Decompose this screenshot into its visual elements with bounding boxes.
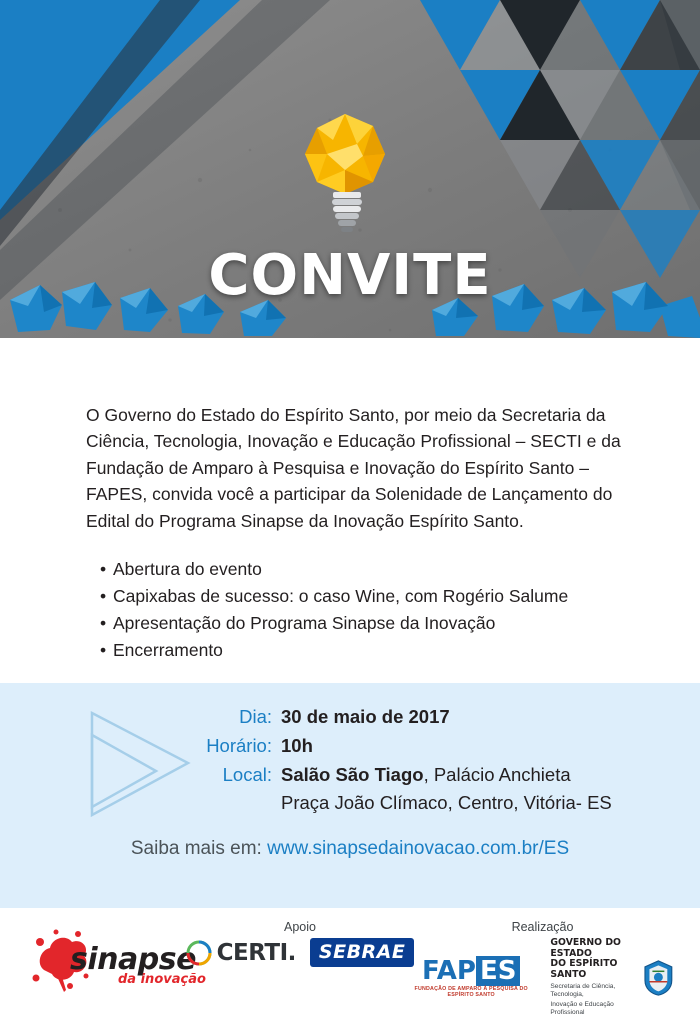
footer-logos [0, 908, 700, 1019]
detail-value-place: Salão São Tiago, Palácio Anchieta [281, 764, 571, 785]
page-title: CONVITE [208, 243, 492, 308]
certi-wordmark: CERTI. [216, 939, 296, 966]
realizacao-title: Realização [511, 920, 574, 934]
certi-mark-icon [186, 940, 212, 966]
website-url[interactable]: www.sinapsedainovacao.com.br/ES [267, 838, 570, 859]
apoio-title: Apoio [284, 920, 316, 934]
sinapse-tagline: da inovação [118, 972, 206, 987]
lightbulb-icon [287, 110, 407, 235]
agenda-item-label: Apresentação do Programa Sinapse da Inovação [113, 613, 496, 633]
fapes-logo [410, 955, 532, 998]
governo-line1: GOVERNO DO ESTADO [550, 937, 621, 959]
hero-banner [0, 0, 700, 338]
website-label: Saiba mais em: [130, 838, 262, 859]
content-section [0, 338, 700, 683]
agenda-list [100, 556, 645, 664]
certi-logo [186, 940, 296, 966]
sinapse-wordmark: sinapse [70, 942, 196, 977]
event-details [200, 706, 612, 814]
detail-label-place: Local: [222, 764, 272, 785]
realizacao-group [410, 920, 675, 1018]
fapes-es: ES [476, 956, 521, 986]
fapes-subtitle: FUNDAÇÃO DE AMPARO À PESQUISA DO ESPÍRITO SANTO [414, 985, 528, 998]
detail-row-place [200, 764, 612, 786]
coat-of-arms-icon [642, 953, 675, 1003]
play-triangle-icon [78, 705, 196, 823]
governo-sub1: Secretaria de Ciência, Tecnologia, [550, 982, 616, 998]
detail-label-time: Horário: [206, 735, 272, 756]
detail-value-time: 10h [281, 735, 313, 756]
list-item [100, 556, 645, 583]
website-line [0, 838, 700, 860]
list-item [100, 610, 645, 637]
intro-paragraph: O Governo do Estado do Espírito Santo, por meio da Secretaria da Ciência, Tecnologia, Inovação e Educação Profissional – SECTI e da Fundação de Amparo à Pesquisa e Inovação do Espírito Santo – FAPES, convida você a participar da Solenidade de Lançamento do Edital do Programa Sinapse da Inovação Espírito Santo. [86, 404, 621, 531]
bullet-icon: • [100, 613, 107, 633]
apoio-group [205, 920, 406, 967]
fapes-fap: FAP [421, 955, 476, 986]
governo-sub2: Inovação e Educação Profissional [550, 1001, 614, 1017]
list-item [100, 583, 645, 610]
bullet-icon: • [100, 586, 107, 606]
bullet-icon: • [100, 559, 107, 579]
list-item [100, 637, 645, 664]
sebrae-logo: SEBRAE [310, 938, 414, 967]
detail-address: Praça João Clímaco, Centro, Vitória- ES [281, 792, 612, 813]
detail-row-date [200, 706, 612, 728]
governo-line2: DO ESPÍRITO SANTO [550, 958, 618, 981]
agenda-item-label: Encerramento [113, 640, 223, 660]
detail-value-date: 30 de maio de 2017 [281, 706, 450, 727]
event-details-band [0, 683, 700, 908]
agenda-item-label: Abertura do evento [113, 559, 262, 579]
governo-logo [550, 938, 675, 1018]
detail-row-time [200, 735, 612, 757]
bullet-icon: • [100, 640, 107, 660]
agenda-item-label: Capixabas de sucesso: o caso Wine, com Rogério Salume [113, 586, 569, 606]
detail-label-date: Dia: [239, 706, 272, 727]
